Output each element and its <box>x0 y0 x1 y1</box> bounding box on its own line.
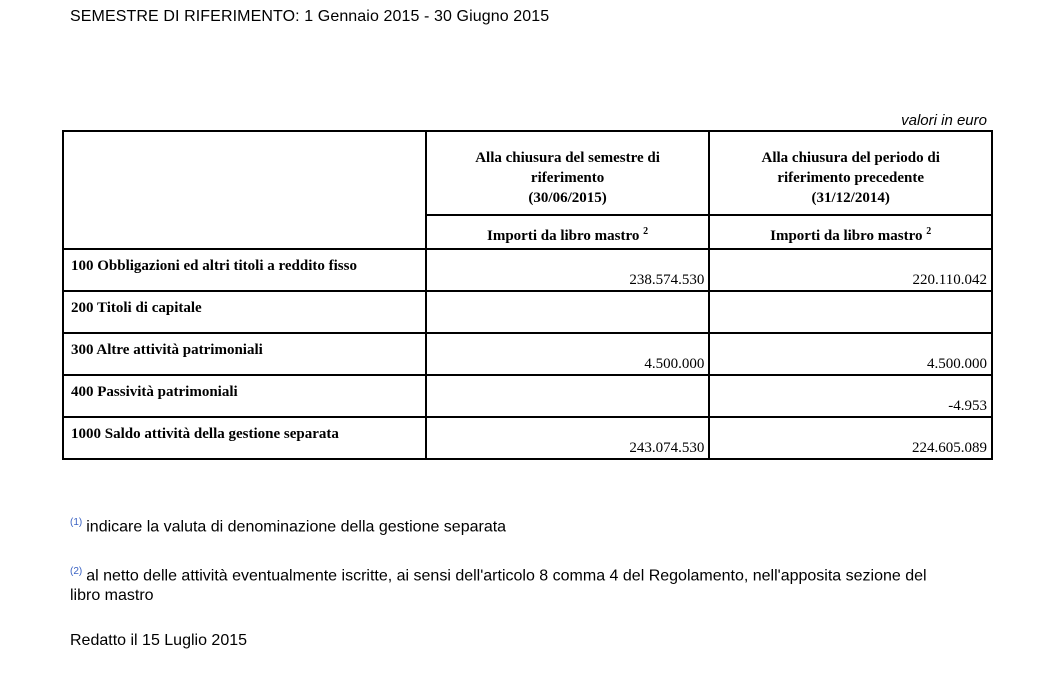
footnote-text: indicare la valuta di denominazione della gestione separata <box>86 518 507 536</box>
row-label: 100 Obbligazioni ed altri titoli a reddito fisso <box>63 249 426 291</box>
table-row <box>63 375 992 417</box>
row-value-previous: 220.110.042 <box>709 249 992 291</box>
drafted-date: Redatto il 15 Luglio 2015 <box>70 632 248 649</box>
row-value-previous: -4.953 <box>709 375 992 417</box>
row-value-previous: 224.605.089 <box>709 417 992 459</box>
subheader-previous <box>709 215 992 249</box>
table-row <box>63 291 992 333</box>
header-empty-cell <box>63 131 426 249</box>
report-table <box>62 130 993 460</box>
table-row <box>63 249 992 291</box>
header-current-period <box>426 131 710 215</box>
table-row <box>63 417 992 459</box>
row-value-current <box>426 375 710 417</box>
header-line: (30/06/2015) <box>528 190 607 206</box>
header-line: Alla chiusura del periodo di <box>761 150 940 166</box>
footnote-marker: 2 <box>643 226 649 237</box>
table-header-row <box>63 131 992 215</box>
row-label: 200 Titoli di capitale <box>63 291 426 333</box>
footnote-1 <box>70 513 506 537</box>
header-line: riferimento precedente <box>777 170 925 186</box>
header-line: (31/12/2014) <box>811 190 890 206</box>
row-value-current: 4.500.000 <box>426 333 710 375</box>
header-line: riferimento <box>530 170 605 186</box>
subheader-current <box>426 215 710 249</box>
units-label: valori in euro <box>901 112 987 129</box>
footnote-text: al netto delle attività eventualmente iscritte, ai sensi dell'articolo 8 comma 4 del Regolamento, nell'apposita sezione del libro mastro <box>70 567 927 605</box>
row-value-current: 243.074.530 <box>426 417 710 459</box>
row-value-current <box>426 291 710 333</box>
row-label: 400 Passività patrimoniali <box>63 375 426 417</box>
semester-heading: SEMESTRE DI RIFERIMENTO: 1 Gennaio 2015 - 30 Giugno 2015 <box>70 8 550 25</box>
footnote-marker: (2) <box>70 566 83 577</box>
subheader-label: Importi da libro mastro <box>487 228 640 244</box>
header-previous-period <box>709 131 992 215</box>
row-label: 1000 Saldo attività della gestione separata <box>63 417 426 459</box>
row-label: 300 Altre attività patrimoniali <box>63 333 426 375</box>
footnote-marker: 2 <box>926 226 932 237</box>
subheader-label: Importi da libro mastro <box>770 228 923 244</box>
row-value-previous <box>709 291 992 333</box>
table-row <box>63 333 992 375</box>
footnote-2 <box>70 562 950 606</box>
row-value-previous: 4.500.000 <box>709 333 992 375</box>
row-value-current: 238.574.530 <box>426 249 710 291</box>
header-line: Alla chiusura del semestre di <box>475 150 660 166</box>
footnote-marker: (1) <box>70 517 83 528</box>
